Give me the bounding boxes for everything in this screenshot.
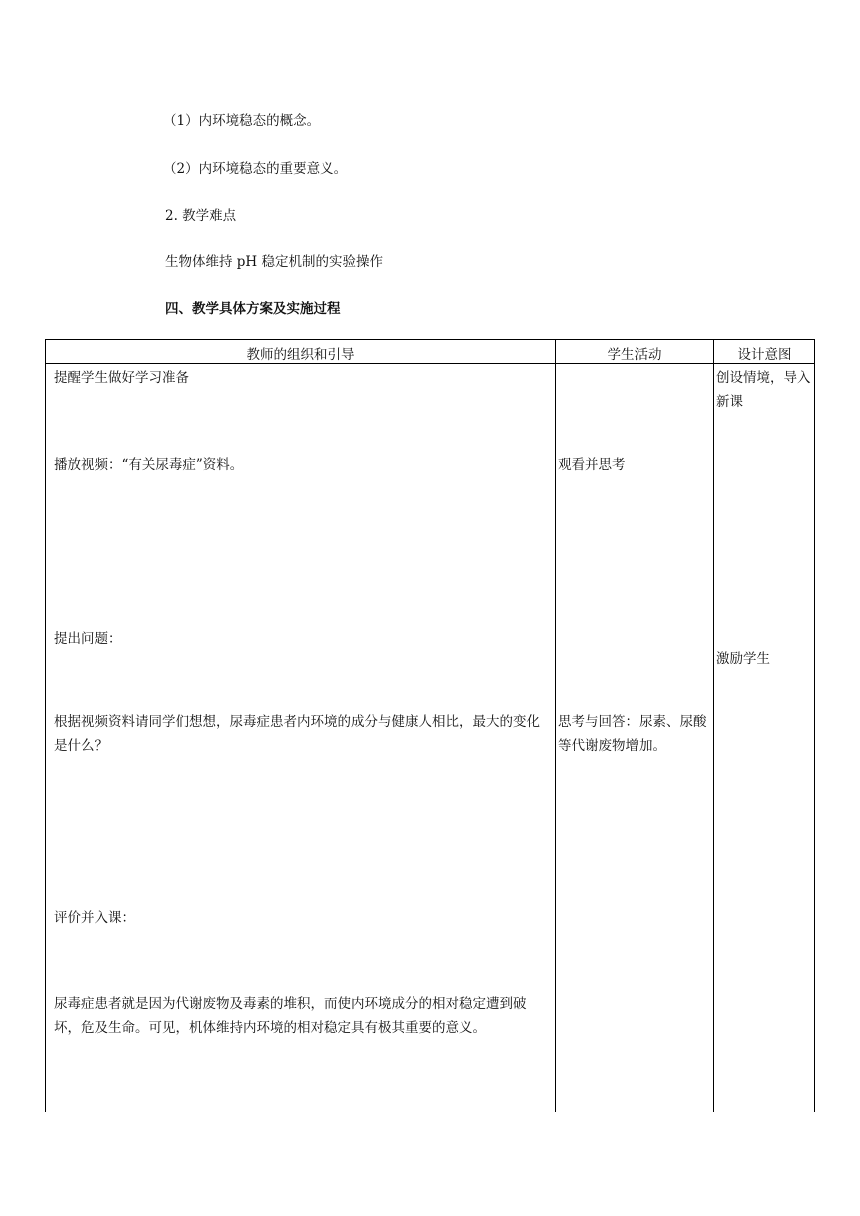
header-student: 学生活动: [607, 347, 662, 363]
significance-item: （2）内环境稳态的重要意义。: [163, 161, 348, 177]
teacher-question: 根据视频资料请同学们想想，尿毒症患者内环境的成分与健康人相比，最大的变化是什么？: [54, 714, 540, 754]
student-watch: 观看并思考: [558, 457, 626, 473]
concept-item: （1）内环境稳态的概念。: [163, 113, 321, 129]
difficulty-heading: 2. 教学难点: [165, 208, 237, 224]
teaching-plan-table: [45, 339, 815, 1112]
teacher-video: 播放视频：“有关尿毒症”资料。: [54, 457, 244, 473]
header-teacher: 教师的组织和引导: [246, 347, 355, 363]
teacher-evaluate-label: 评价并入课：: [54, 910, 135, 926]
teacher-prepare: 提醒学生做好学习准备: [54, 370, 189, 386]
intent-motivate: 激励学生: [716, 651, 770, 667]
intent-introduce: 创设情境，导入新课: [716, 370, 811, 410]
section-title: 四、教学具体方案及实施过程: [165, 301, 341, 317]
student-answer: 思考与回答：尿素、尿酸等代谢废物增加。: [558, 714, 707, 754]
header-divider: [46, 363, 814, 364]
teacher-question-label: 提出问题：: [54, 631, 122, 647]
column-divider: [713, 340, 714, 1112]
difficulty-text: 生物体维持 pH 稳定机制的实验操作: [165, 254, 383, 270]
teacher-conclusion: 尿毒症患者就是因为代谢废物及毒素的堆积，而使内环境成分的相对稳定遭到破坏，危及生命。可见，机体维持内环境的相对稳定具有极其重要的意义。: [54, 996, 527, 1036]
header-intent: 设计意图: [737, 347, 792, 363]
column-divider: [555, 340, 556, 1112]
